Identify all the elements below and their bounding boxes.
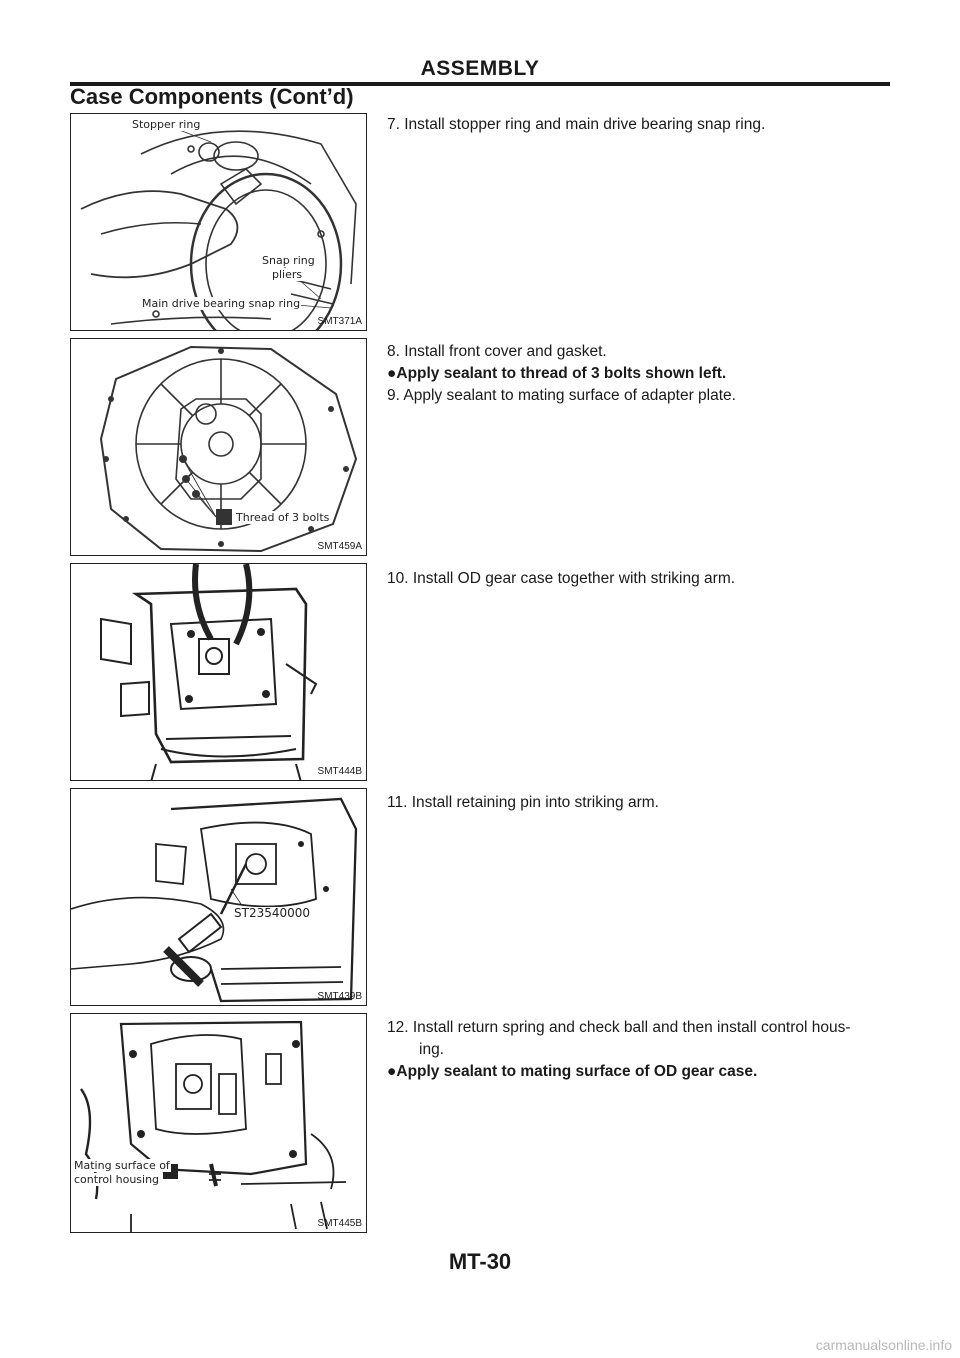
step-9 xyxy=(387,385,892,407)
figure-code: SMT444B xyxy=(317,766,362,777)
figure-stopper-ring xyxy=(70,113,367,331)
callout-main-drive-bearing-snap-ring: Main drive bearing snap ring xyxy=(142,297,301,310)
figure-code: SMT445B xyxy=(317,1218,362,1229)
callout-st23540000: ST23540000 xyxy=(234,906,311,920)
step-8-note-text: Apply sealant to thread of 3 bolts shown left. xyxy=(396,365,727,382)
step-8-note xyxy=(387,363,892,385)
page-number: MT-30 xyxy=(448,1249,512,1274)
step-10-text: 10. Install OD gear case together with striking arm. xyxy=(387,570,736,587)
figure-retaining-pin xyxy=(70,788,367,1006)
figure-code: SMT371A xyxy=(317,316,362,327)
step-10 xyxy=(387,568,892,590)
callout-mating-surface-line2: control housing xyxy=(74,1173,160,1186)
callout-pliers: pliers xyxy=(272,268,303,281)
step-7 xyxy=(387,114,892,136)
step-11 xyxy=(387,792,892,814)
header-title: ASSEMBLY xyxy=(420,57,540,80)
callout-mating-surface-line1: Mating surface of xyxy=(74,1159,170,1172)
step-12-text: 12. Install return spring and check ball and then install control hous- xyxy=(387,1019,851,1036)
callout-thread-of-3-bolts: Thread of 3 bolts xyxy=(236,511,330,524)
step-8 xyxy=(387,341,892,363)
figure-control-housing-drawing xyxy=(71,1014,367,1233)
figure-code: SMT459A xyxy=(317,541,362,552)
figure-control-housing xyxy=(70,1013,367,1233)
step-9-text: 9. Apply sealant to mating surface of adapter plate. xyxy=(387,387,736,404)
section-title: Case Components (Cont’d) xyxy=(70,84,354,109)
step-12 xyxy=(387,1017,892,1061)
step-7-text: 7. Install stopper ring and main drive bearing snap ring. xyxy=(387,116,766,133)
figure-code: SMT439B xyxy=(317,991,362,1002)
step-8-text: 8. Install front cover and gasket. xyxy=(387,343,607,360)
step-12-note xyxy=(387,1061,892,1083)
bullet-icon: ● xyxy=(387,1063,397,1080)
bullet-icon: ● xyxy=(387,365,397,382)
step-12-note-text: Apply sealant to mating surface of OD gear case. xyxy=(396,1063,758,1080)
step-11-text: 11. Install retaining pin into striking arm. xyxy=(387,794,659,811)
callout-snap-ring: Snap ring xyxy=(262,254,315,267)
step-12-continuation: ing. xyxy=(419,1041,444,1058)
figure-od-gear-case-drawing xyxy=(71,564,367,781)
figure-retaining-pin-drawing xyxy=(71,789,367,1006)
figure-front-cover xyxy=(70,338,367,556)
callout-stopper-ring: Stopper ring xyxy=(132,118,201,131)
figure-od-gear-case xyxy=(70,563,367,781)
watermark: carmanualsonline.info xyxy=(815,1337,952,1353)
